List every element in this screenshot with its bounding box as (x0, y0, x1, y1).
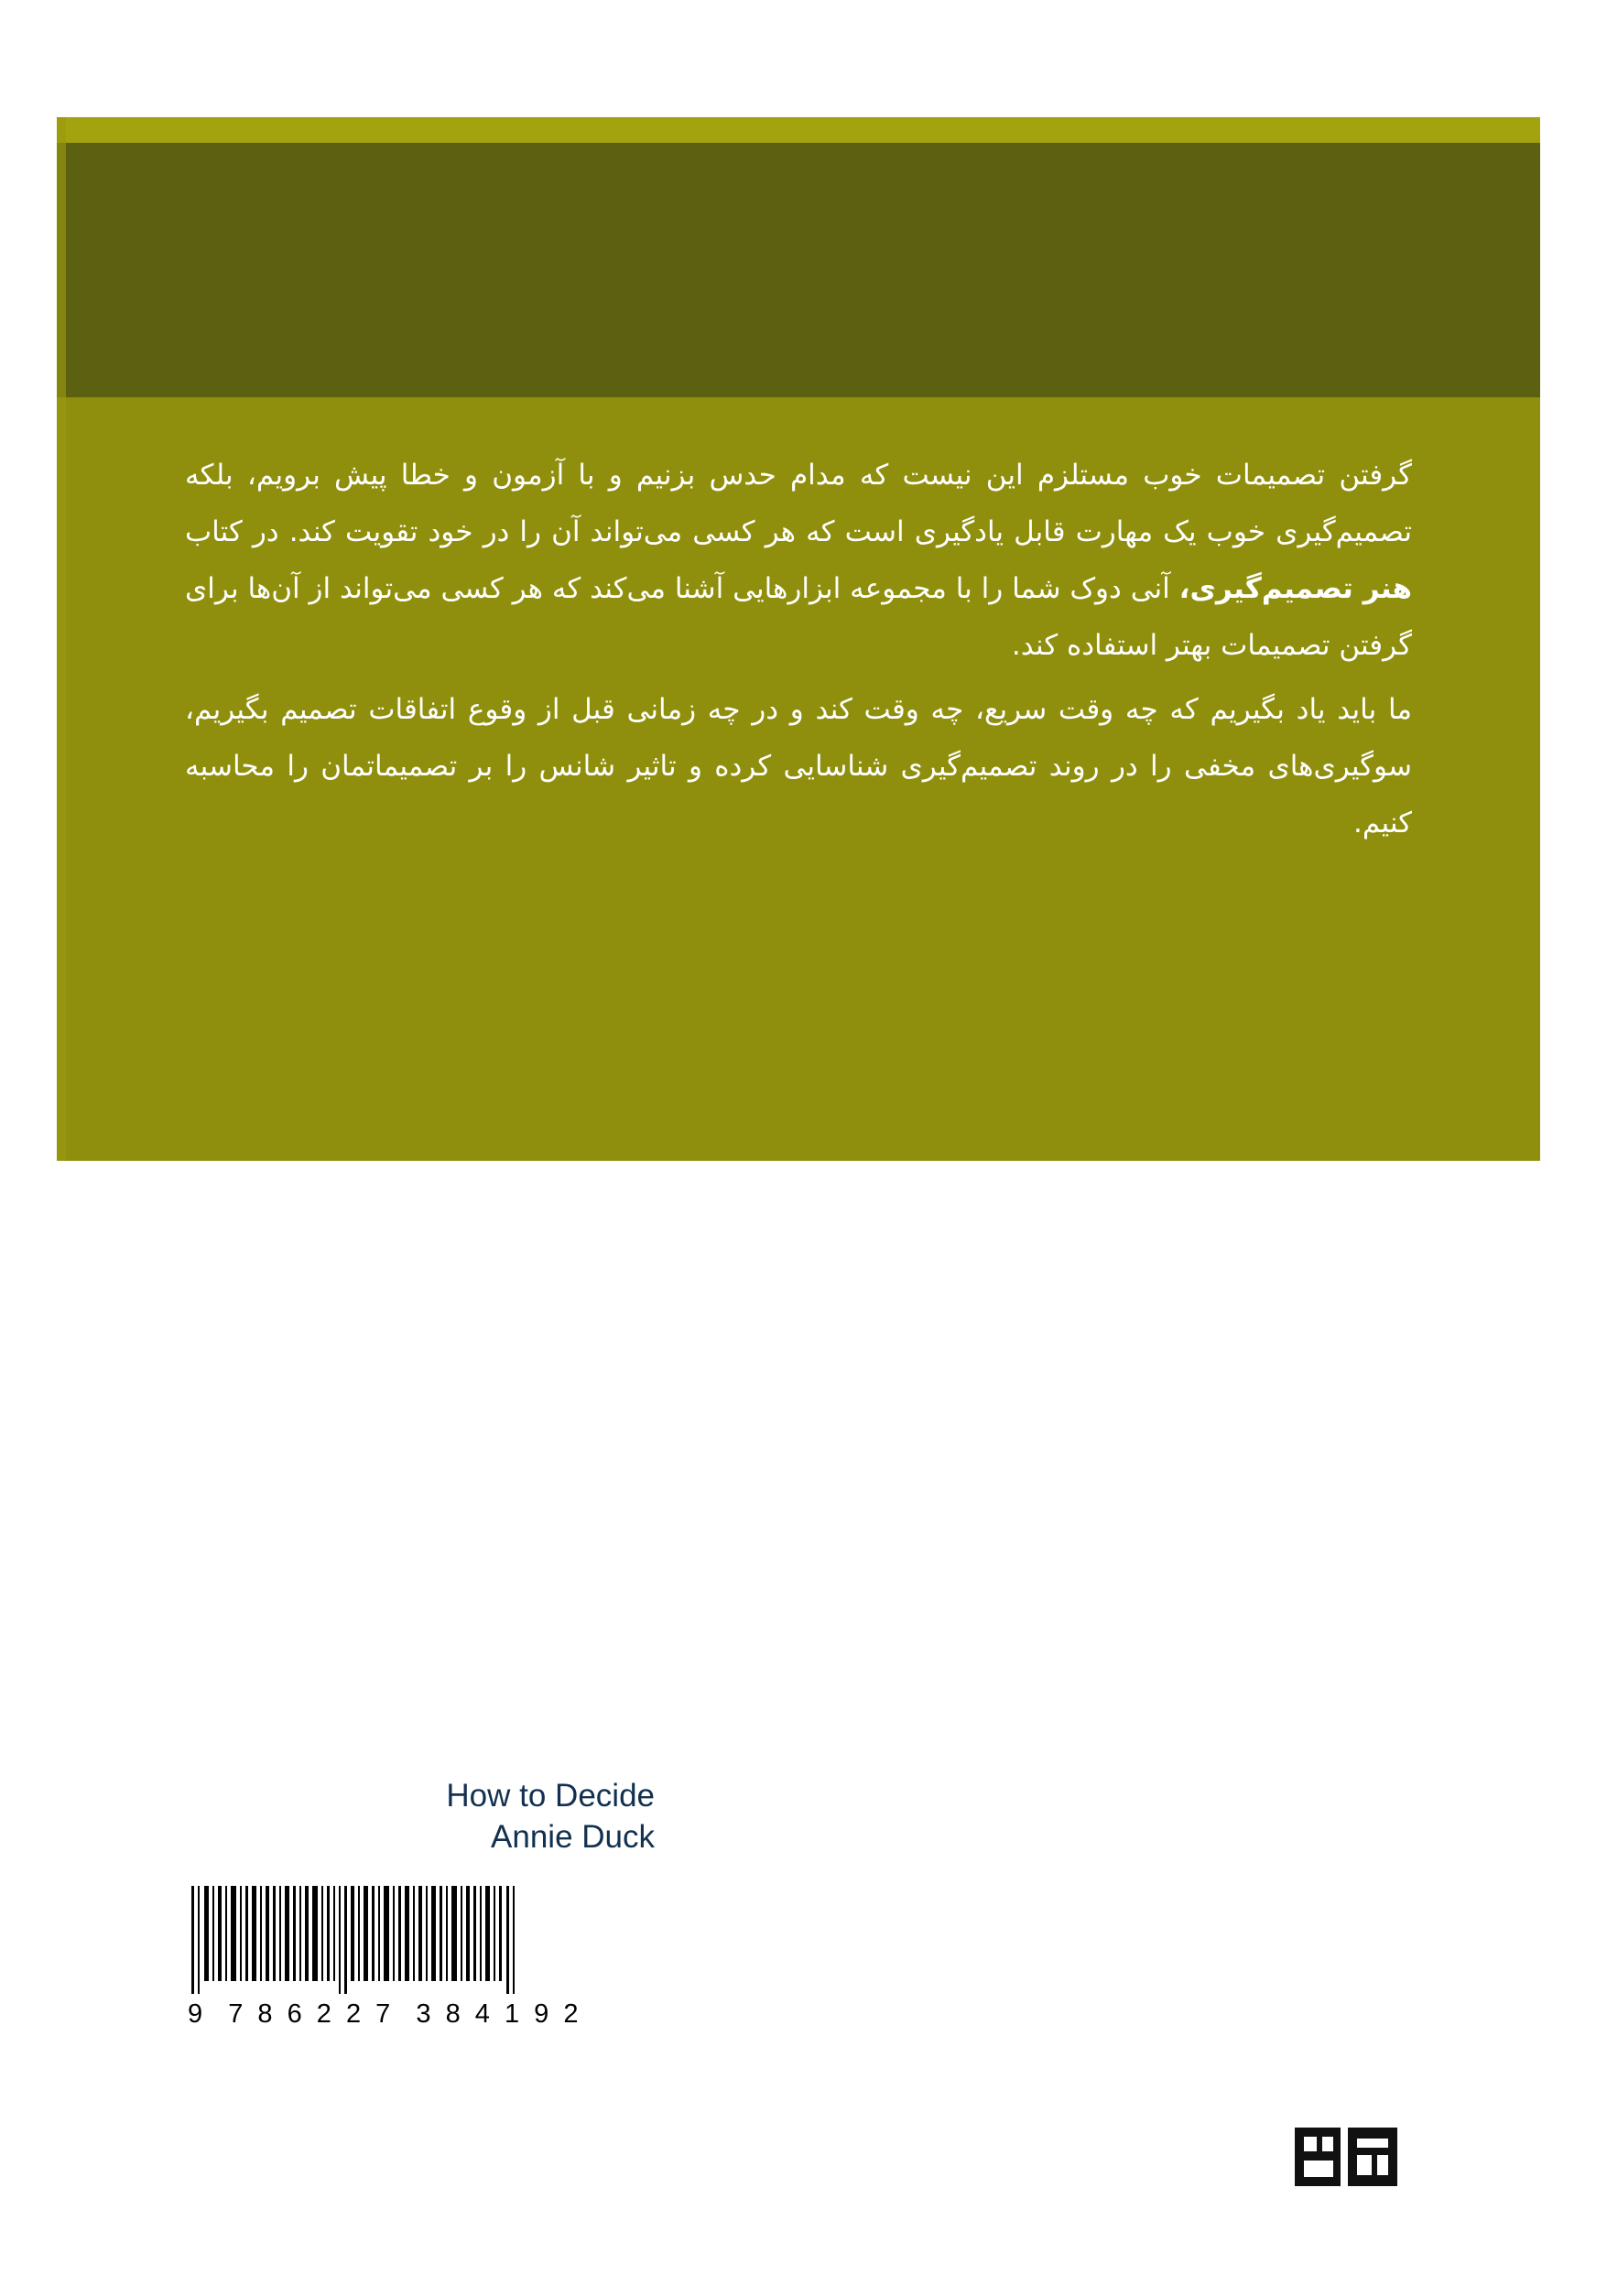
english-title: How to Decide (446, 1778, 655, 1814)
barcode (188, 1886, 582, 2030)
barcode-digits: 9 7 8 6 2 2 7 3 8 4 1 9 2 (188, 1999, 582, 2029)
barcode-bars-icon (188, 1886, 522, 1994)
back-cover-blurb (185, 447, 1412, 859)
blurb-paragraph-1 (185, 447, 1412, 674)
english-title-block (142, 1776, 655, 1858)
blurb-part-1-cont: آنی دوک شما را با مجموعه ابزارهایی آشنا می‌کند که هر کسی می‌تواند از آن‌ها برای گرفتن تصمیمات بهتر استفاده کند. (185, 572, 1412, 662)
cover-top-strip (57, 117, 1540, 143)
publisher-logo-icon (1291, 2124, 1401, 2190)
book-back-cover (57, 117, 1540, 1161)
blurb-part-1: گرفتن تصمیمات خوب مستلزم این نیست که مدام حدس بزنیم و با آزمون و خطا پیش برویم، بلکه تصمیم‌گیری خوب یک مهارت قابل یادگیری است که هر کسی می‌تواند آن را در خود تقویت کند. در کتاب (185, 459, 1412, 548)
blurb-paragraph-2: ما باید یاد بگیریم که چه وقت سریع، چه وقت کند و در چه زمانی قبل از وقوع اتفاقات تصمیم بگیریم، سوگیری‌های مخفی را در روند تصمیم‌گیری شناسایی کرده و تاثیر شانس را بر تصمیماتمان را محاسبه کنیم. (185, 693, 1412, 839)
publisher-logo (1291, 2124, 1401, 2190)
cover-dark-band (57, 143, 1540, 397)
cover-spine-sliver (57, 117, 66, 1161)
blurb-book-title: هنر تصمیم‌گیری، (1178, 572, 1413, 605)
english-author: Annie Duck (491, 1818, 655, 1855)
